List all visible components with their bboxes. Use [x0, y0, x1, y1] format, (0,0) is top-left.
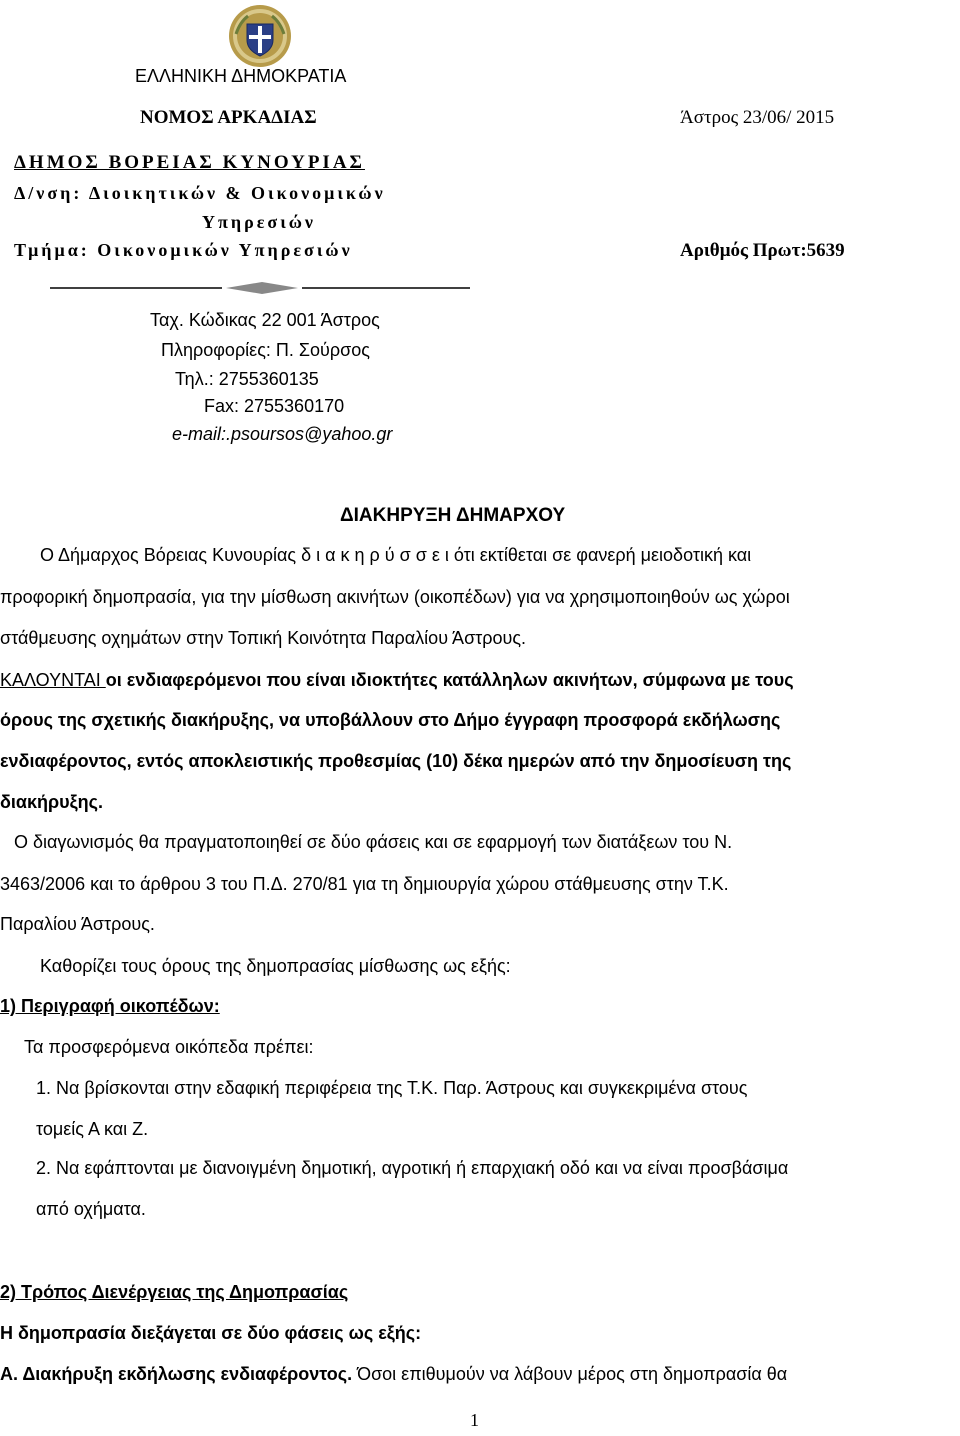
call-text-1: οι ενδιαφερόμενοι που είναι ιδιοκτήτες κατάλληλων ακινήτων, σύμφωνα με τους — [105, 670, 794, 690]
competition-line-3: Παραλίου Άστρους. — [0, 914, 155, 934]
info-contact: Πληροφορίες: Π. Σούρσος — [161, 340, 370, 360]
competition-line-2: 3463/2006 και το άρθρου 3 του Π.Δ. 270/81 για τη δημιουργία χώρου στάθμευσης στην Τ.Κ. — [0, 874, 729, 894]
item-1-line-1: 1. Να βρίσκονται στην εδαφική περιφέρεια της Τ.Κ. Παρ. Άστρους και συγκεκριμένα στους — [36, 1078, 748, 1098]
call-line-2: όρους της σχετικής διακήρυξης, να υποβάλλουν στο Δήμο έγγραφη προσφορά εκδήλωσης — [0, 710, 781, 730]
greek-emblem — [228, 4, 292, 68]
intro-line-1: Ο Δήμαρχος Βόρειας Κυνουρίας δ ι α κ η ρ ύ σ σ ε ι ότι εκτίθεται σε φανερή μειοδοτική και — [40, 545, 752, 565]
intro-line-3: στάθμευσης οχημάτων στην Τοπική Κοινότητα Παραλίου Άστρους. — [0, 628, 527, 648]
item-2-line-2: από οχήματα. — [36, 1199, 146, 1219]
intro-line-2: προφορική δημοπρασία, για την μίσθωση ακινήτων (οικοπέδων) για να χρησιμοποιηθούν ως χώροι — [0, 587, 790, 607]
department: Τμήμα: Οικονομικών Υπηρεσιών — [14, 240, 353, 260]
phase-a-title: Α. Διακήρυξη εκδήλωσης ενδιαφέροντος. — [0, 1364, 353, 1384]
call-line-4: διακήρυξης. — [0, 792, 103, 812]
call-line-1 — [0, 670, 794, 691]
competition-line-1: Ο διαγωνισμός θα πραγματοποιηθεί σε δύο φάσεις και σε εφαρμογή των διατάξεων του Ν. — [14, 832, 733, 852]
section-1-intro: Τα προσφερόμενα οικόπεδα πρέπει: — [24, 1037, 314, 1057]
fax: Fax: 2755360170 — [204, 396, 345, 416]
phase-a-text: Όσοι επιθυμούν να λάβουν μέρος στη δημοπρασία θα — [352, 1364, 788, 1384]
place-date: Άστρος 23/06/ 2015 — [680, 107, 835, 128]
telephone: Τηλ.: 2755360135 — [175, 369, 319, 389]
emblem-icon — [228, 4, 292, 68]
section-2-heading: 2) Τρόπος Διενέργειας της Δημοπρασίας — [0, 1282, 349, 1302]
country-name: ΕΛΛΗΝΙΚΗ ΔΗΜΟΚΡΑΤΙΑ — [135, 66, 347, 86]
directorate-line2: Υπηρεσιών — [202, 212, 316, 232]
call-line-3: ενδιαφέροντος, εντός αποκλειστικής προθεσμίας (10) δέκα ημερών από την δημοσίευση της — [0, 751, 792, 771]
phase-a-line — [0, 1364, 787, 1385]
terms-intro: Καθορίζει τους όρους της δημοπρασίας μίσθωσης ως εξής: — [40, 956, 511, 976]
item-1-line-2: τομείς Α και Ζ. — [36, 1119, 149, 1139]
document-title: ΔΙΑΚΗΡΥΞΗ ΔΗΜΑΡΧΟΥ — [340, 505, 566, 526]
item-2-line-1: 2. Να εφάπτονται με διανοιγμένη δημοτική, αγροτική ή επαρχιακή οδό και να είναι προσβάσιμα — [36, 1158, 789, 1178]
directorate-line1: Δ/νση: Διοικητικών & Οικονομικών — [14, 183, 386, 203]
call-keyword: ΚΑΛΟΥΝΤΑΙ — [0, 670, 106, 690]
header-separator — [50, 280, 470, 296]
prefecture: ΝΟΜΟΣ ΑΡΚΑΔΙΑΣ — [140, 107, 317, 128]
section-2-intro: Η δημοπρασία διεξάγεται σε δύο φάσεις ως εξής: — [0, 1323, 422, 1343]
page-number: 1 — [470, 1410, 479, 1430]
postal-code: Ταχ. Κώδικας 22 001 Άστρος — [150, 310, 380, 330]
section-1-heading: 1) Περιγραφή οικοπέδων: — [0, 996, 220, 1016]
protocol-number: Αριθμός Πρωτ:5639 — [680, 240, 845, 261]
email: e-mail:.psoursos@yahoo.gr — [172, 424, 393, 444]
municipality: ΔΗΜΟΣ ΒΟΡΕΙΑΣ ΚΥΝΟΥΡΙΑΣ — [14, 152, 365, 173]
